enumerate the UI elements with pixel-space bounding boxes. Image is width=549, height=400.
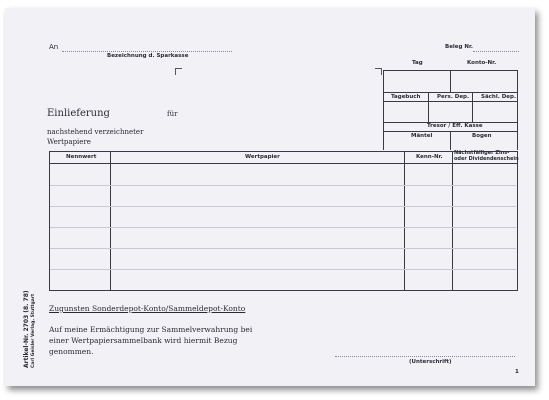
beleg-label: Beleg Nr. xyxy=(445,44,474,50)
mantel-label: Mäntel xyxy=(411,133,433,139)
col-nennwert: Nennwert xyxy=(66,154,97,160)
tag-label: Tag xyxy=(412,60,423,66)
form-sheet xyxy=(5,8,535,386)
footer-text-1: Auf meine Ermächtigung zur Sammelverwahrung bei xyxy=(49,325,253,334)
page-number: 1 xyxy=(515,369,519,375)
window-corner-tr xyxy=(375,68,382,75)
zugunsten-heading: Zugunsten Sonderdepot-Konto/Sammeldepot-Konto xyxy=(49,304,246,313)
unterschrift-label: (Unterschrift) xyxy=(409,359,452,365)
col-wertpapier: Wertpapier xyxy=(245,154,280,160)
side-publisher: Carl Geisler Verlag, Stuttgart xyxy=(31,293,36,368)
footer-text-2: einer Wertpapiersammelbank wird hiermit Bezug xyxy=(49,336,238,345)
table-header-rule xyxy=(49,163,518,164)
tagebuch-label: Tagebuch xyxy=(391,94,421,100)
table-row xyxy=(50,227,516,228)
table-row xyxy=(50,185,516,186)
bogen-label: Bogen xyxy=(472,133,492,139)
fuer-label: für xyxy=(167,110,178,118)
table-row xyxy=(50,248,516,249)
an-label: An xyxy=(49,43,59,51)
footer-text-3: genommen. xyxy=(49,347,94,356)
col-zins-2: oder Dividendenschein xyxy=(454,156,519,162)
table-row xyxy=(50,269,516,270)
einlieferung-title: Einlieferung xyxy=(47,108,110,119)
side-article: Artikel-Nr. 2703 (8. 78) xyxy=(23,290,30,368)
bezeichnung-label: Bezeichnung d. Sparkasse xyxy=(107,53,189,59)
side-text xyxy=(24,290,37,368)
intro-line-1: nachstehend verzeichneter xyxy=(47,128,144,136)
konto-label: Konto-Nr. xyxy=(467,60,497,66)
table-row xyxy=(50,206,516,207)
beleg-line xyxy=(473,51,519,52)
tresor-label: Tresor / Eff. Kasse xyxy=(427,123,483,129)
signature-line xyxy=(335,356,515,357)
pers-dep-label: Pers. Dep. xyxy=(437,94,470,100)
securities-table xyxy=(49,151,518,291)
intro-line-2: Wertpapiere xyxy=(47,138,91,146)
col-zins-1: Nächstfälliger Zins- xyxy=(454,150,510,156)
an-line xyxy=(62,51,232,52)
sachl-dep-label: Sächl. Dep. xyxy=(481,94,517,100)
window-corner-tl xyxy=(175,68,182,75)
col-kenn-nr: Kenn-Nr. xyxy=(416,154,443,160)
